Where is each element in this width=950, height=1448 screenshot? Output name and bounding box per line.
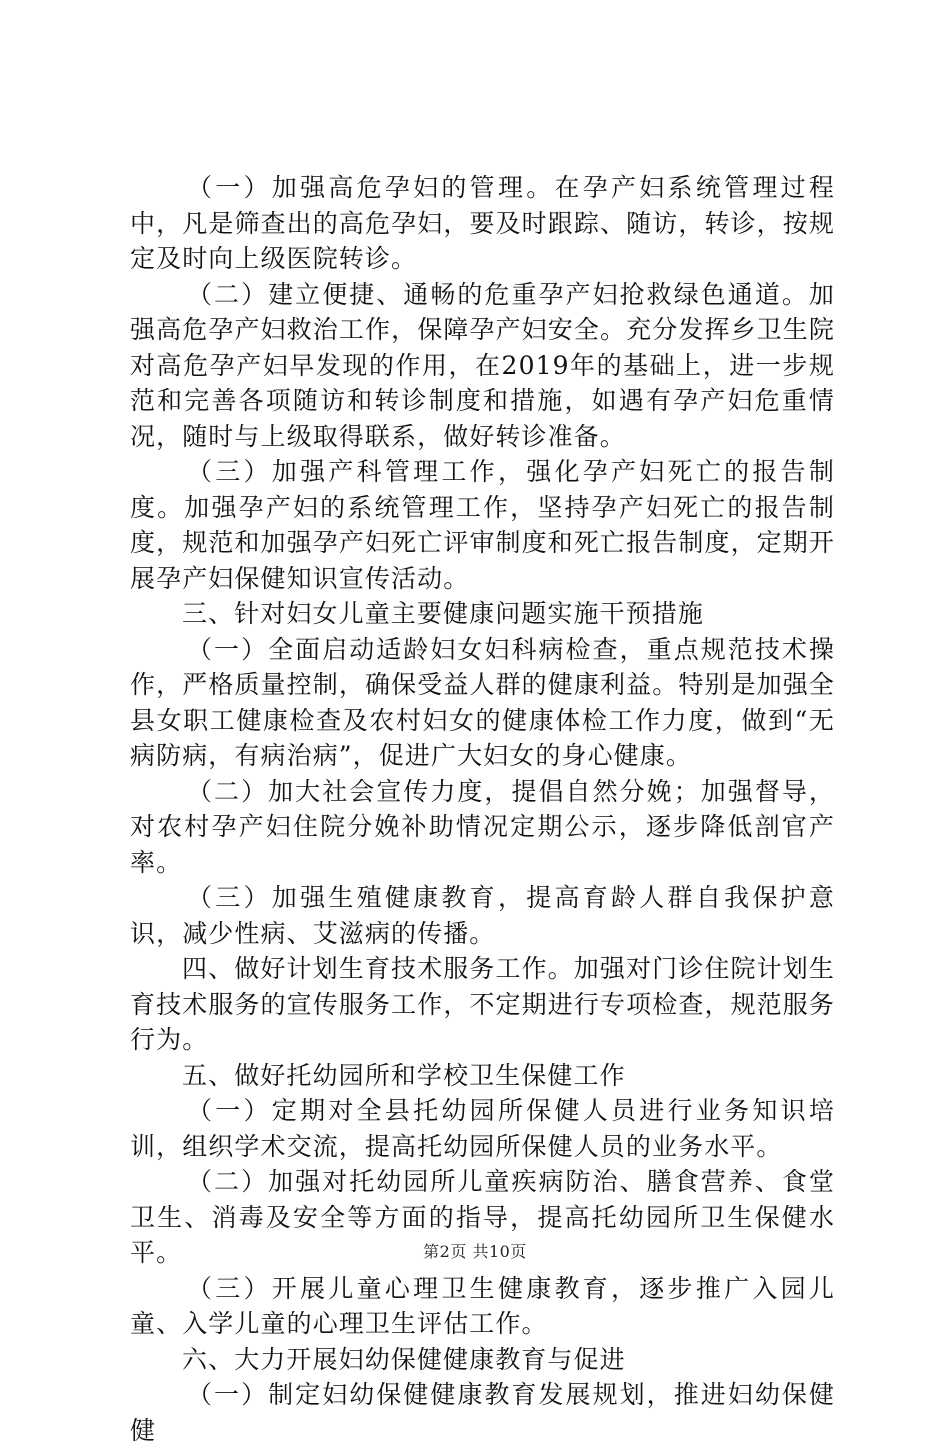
paragraph-natural-birth: （二）加大社会宣传力度，提倡自然分娩；加强督导，对农村孕产妇住院分娩补助情况定期公示，逐步降低剖官产率。 (130, 776, 835, 877)
paragraph-child-psychology: （三）开展儿童心理卫生健康教育，逐步推广入园儿童、入学儿童的心理卫生评估工作。 (130, 1273, 835, 1338)
paragraph-health-education-plan: （一）制定妇幼保健健康教育发展规划，推进妇幼保健健 (130, 1380, 835, 1445)
paragraph-obstetric-management: （三）加强产科管理工作，强化孕产妇死亡的报告制度。加强孕产妇的系统管理工作，坚持孕产妇死亡的报告制度，规范和加强孕产妇死亡评审制度和死亡报告制度，定期开展孕产妇保健知识宣传活动。 (130, 457, 835, 593)
section-heading-3: 三、针对妇女儿童主要健康问题实施干预措施 (182, 599, 705, 628)
paragraph-reproductive-health: （三）加强生殖健康教育，提高育龄人群自我保护意识，减少性病、艾滋病的传播。 (130, 883, 835, 948)
paragraph-kindergarten-guidance: （二）加强对托幼园所儿童疾病防治、膳食营养、食堂卫生、消毒及安全等方面的指导，提高托幼园所卫生保健水平。 (130, 1167, 835, 1267)
section-heading-6: 六、大力开展妇幼保健健康教育与促进 (182, 1344, 626, 1374)
paragraph-kindergarten-training: （一）定期对全县托幼园所保健人员进行业务知识培训，组织学术交流，提高托幼园所保健人员的业务水平。 (130, 1096, 835, 1161)
page-number-footer: 第2页 共10页 (423, 1242, 527, 1261)
section-heading-4: 四、做好计划生育技术服务工作。加强对门诊住院计划生育技术服务的宣传服务工作，不定期进行专项检查，规范服务行为。 (130, 954, 835, 1054)
paragraph-gynecology-screening: （一）全面启动适龄妇女妇科病检查，重点规范技术操作，严格质量控制，确保受益人群的健康利益。特别是加强全县女职工健康检查及农村妇女的健康体检工作力度，做到“无病防病，有病治病”，促进广大妇女的身心健康。 (130, 634, 835, 770)
section-heading-5: 五、做好托幼园所和学校卫生保健工作 (182, 1060, 626, 1090)
paragraph-green-channel: （二）建立便捷、通畅的危重孕产妇抢救绿色通道。加强高危孕产妇救治工作，保障孕产妇安全。充分发挥乡卫生院对高危孕产妇早发现的作用，在2019年的基础上，进一步规范和完善各项随访和转诊制度和措施，如遇有孕产妇危重情况，随时与上级取得联系，做好转诊准备。 (130, 279, 835, 451)
paragraph-high-risk-management: （一）加强高危孕妇的管理。在孕产妇系统管理过程中，凡是筛查出的高危孕妇，要及时跟踪、随访，转诊，按规定及时向上级医院转诊。 (130, 173, 835, 273)
